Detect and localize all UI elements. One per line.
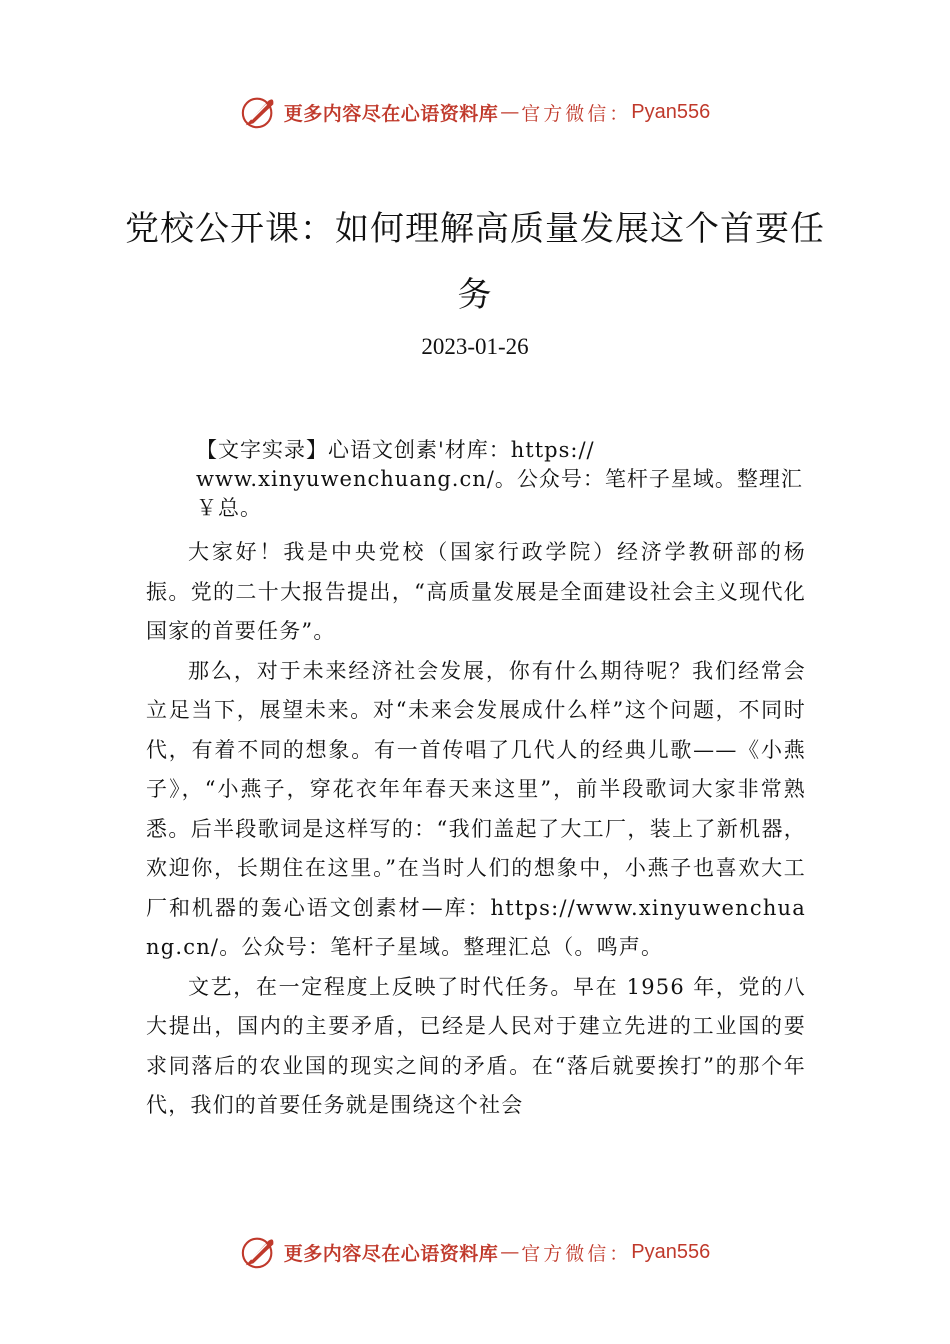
paragraph: 大家好！我是中央党校（国家行政学院）经济学教研部的杨振。党的二十大报告提出，“高质量发展是全面建设社会主义现代化国家的首要任务”。	[146, 540, 806, 643]
intro-note: 【文字实录】心语文创素'材库：https:// www.xinyuwenchuang.cn/。公众号：笔杆子星域。整理汇 ￥总。	[196, 438, 803, 520]
separator-dash: —	[500, 101, 520, 123]
wechat-id: Pyan556	[631, 1240, 711, 1263]
wechat-label: 官方微信：	[521, 102, 632, 125]
site-name: 更多内容尽在心语资料库	[283, 102, 499, 125]
site-name: 更多内容尽在心语资料库	[283, 1242, 499, 1265]
article-title: 党校公开课：如何理解高质量发展这个首要任务	[125, 209, 825, 315]
article-body	[146, 533, 806, 1126]
quill-logo-icon	[240, 1233, 278, 1271]
paragraph: 文艺，在一定程度上反映了时代任务。早在 1956 年，党的八大提出，国内的主要矛盾，已经是人民对于建立先进的工业国的要求同落后的农业国的现实之间的矛盾。在“落后就要挨打”的那个年代，我们的首要任务就是围绕这个社会	[146, 974, 806, 1117]
article-date: 2023-01-26	[421, 334, 529, 359]
footer-watermark-banner	[0, 1232, 950, 1272]
header-watermark-banner	[0, 92, 950, 132]
separator-dash: —	[500, 1241, 520, 1263]
wechat-id: Pyan556	[631, 100, 711, 123]
quill-logo-icon	[240, 93, 278, 131]
paragraph: 那么，对于未来经济社会发展，你有什么期待呢？我们经常会立足当下，展望未来。对“未来会发展成什么样”这个问题，不同时代，有着不同的想象。有一首传唱了几代人的经典儿歌——《小燕子》，“小燕子，穿花衣年年春天来这里”，前半段歌词大家非常熟悉。后半段歌词是这样写的：“我们盖起了大工厂，装上了新机器，欢迎你，长期住在这里。”在当时人们的想象中，小燕子也喜欢大工厂和机器的轰心语文创素材—库：https://www.xinyuwenchuang.cn/。公众号：笔杆子星域。整理汇总（。鸣声。	[146, 658, 806, 959]
wechat-label: 官方微信：	[521, 1242, 632, 1265]
